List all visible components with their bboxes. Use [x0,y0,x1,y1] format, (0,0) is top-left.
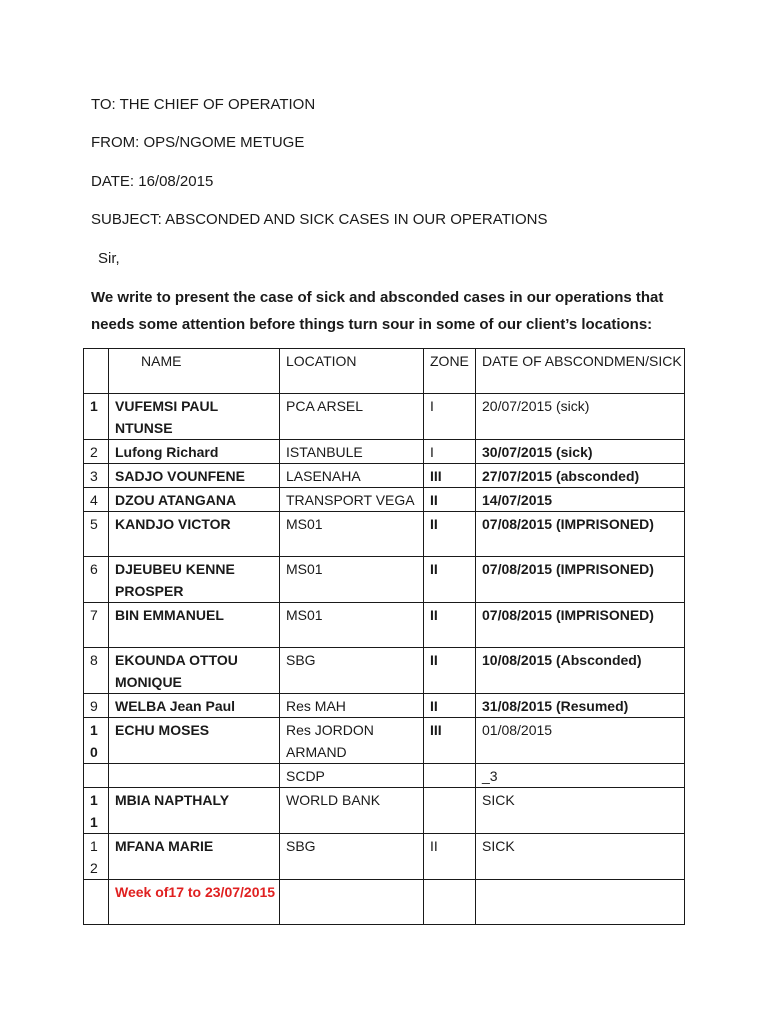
cell-name: SADJO VOUNFENE [109,464,280,488]
cell-name: ECHU MOSES [109,718,280,764]
cell-location [280,880,424,925]
header-cell-zone: ZONE [424,349,476,394]
memo-intro: We write to present the case of sick and absconded cases in our operations that needs some attention before things turn sour in some of our client’s locations: [91,289,664,333]
cell-number: 1 [84,394,109,440]
cell-date: 20/07/2015 (sick) [476,394,685,440]
cell-date: 14/07/2015 [476,488,685,512]
cell-location: MS01 [280,512,424,557]
cell-name: BIN EMMANUEL [109,603,280,648]
memo-to: TO: THE CHIEF OF OPERATION [91,96,316,113]
cell-number: 5 [84,512,109,557]
header-cell-number [84,349,109,394]
cell-zone: III [424,718,476,764]
cell-zone: I [424,440,476,464]
cell-name: MBIA NAPTHALY [109,788,280,834]
cell-zone [424,764,476,788]
table-row [84,440,685,464]
cell-name: DZOU ATANGANA [109,488,280,512]
cell-number: 3 [84,464,109,488]
header-cell-location: LOCATION [280,349,424,394]
cell-week-note: Week of17 to 23/07/2015 [109,880,280,925]
header-cell-name: NAME [109,349,280,394]
memo-date: DATE: 16/08/2015 [91,173,214,190]
cell-location: SBG [280,648,424,694]
cell-number: 6 [84,557,109,603]
cell-date: _3 [476,764,685,788]
cell-zone: II [424,488,476,512]
cell-date [476,880,685,925]
cell-number: 2 [84,440,109,464]
cell-date: 30/07/2015 (sick) [476,440,685,464]
cell-name: MFANA MARIE [109,834,280,880]
table-row [84,880,685,925]
cell-number: 12 [84,834,109,880]
cell-location: MS01 [280,603,424,648]
cell-name: Lufong Richard [109,440,280,464]
memo-salutation: Sir, [98,250,120,267]
table-row [84,764,685,788]
cell-number: 4 [84,488,109,512]
table-row [84,788,685,834]
cell-zone: II [424,834,476,880]
table-row [84,394,685,440]
cell-name: WELBA Jean Paul [109,694,280,718]
cell-zone: II [424,694,476,718]
cell-date: SICK [476,834,685,880]
table-row [84,648,685,694]
cell-date: 01/08/2015 [476,718,685,764]
cell-name: EKOUNDA OTTOU MONIQUE [109,648,280,694]
cell-location: ISTANBULE [280,440,424,464]
cell-location: Res MAH [280,694,424,718]
cell-date: 31/08/2015 (Resumed) [476,694,685,718]
cell-zone: III [424,464,476,488]
cell-location: Res JORDON ARMAND [280,718,424,764]
cell-number: 10 [84,718,109,764]
header-cell-date: DATE OF ABSCONDMEN/SICK [476,349,685,394]
table-row [84,694,685,718]
cell-location: WORLD BANK [280,788,424,834]
cell-location: LASENAHA [280,464,424,488]
memo-from: FROM: OPS/NGOME METUGE [91,134,305,151]
cell-location: TRANSPORT VEGA [280,488,424,512]
table-row [84,718,685,764]
cell-name: KANDJO VICTOR [109,512,280,557]
cell-location: SBG [280,834,424,880]
cell-date: SICK [476,788,685,834]
cell-zone: II [424,512,476,557]
cell-name: VUFEMSI PAUL NTUNSE [109,394,280,440]
cell-date: 07/08/2015 (IMPRISONED) [476,512,685,557]
cell-zone: I [424,394,476,440]
cases-table [83,348,685,925]
table-row [84,603,685,648]
cell-zone: II [424,603,476,648]
memo-subject: SUBJECT: ABSCONDED AND SICK CASES IN OUR OPERATIONS [91,211,548,228]
table-row [84,464,685,488]
cell-number: 9 [84,694,109,718]
cell-date: 10/08/2015 (Absconded) [476,648,685,694]
cell-number: 8 [84,648,109,694]
cell-number: 7 [84,603,109,648]
cell-number: 11 [84,788,109,834]
cell-location: PCA ARSEL [280,394,424,440]
cell-zone: II [424,648,476,694]
cell-name: DJEUBEU KENNE PROSPER [109,557,280,603]
table-row [84,488,685,512]
cell-zone [424,788,476,834]
cell-date: 07/08/2015 (IMPRISONED) [476,557,685,603]
cell-zone [424,880,476,925]
cell-name [109,764,280,788]
cell-location: SCDP [280,764,424,788]
cell-date: 27/07/2015 (absconded) [476,464,685,488]
cell-number [84,764,109,788]
cell-number [84,880,109,925]
cell-date: 07/08/2015 (IMPRISONED) [476,603,685,648]
table-row [84,557,685,603]
table-header-row [84,349,685,394]
table-row [84,512,685,557]
cell-zone: II [424,557,476,603]
cell-location: MS01 [280,557,424,603]
table-row [84,834,685,880]
